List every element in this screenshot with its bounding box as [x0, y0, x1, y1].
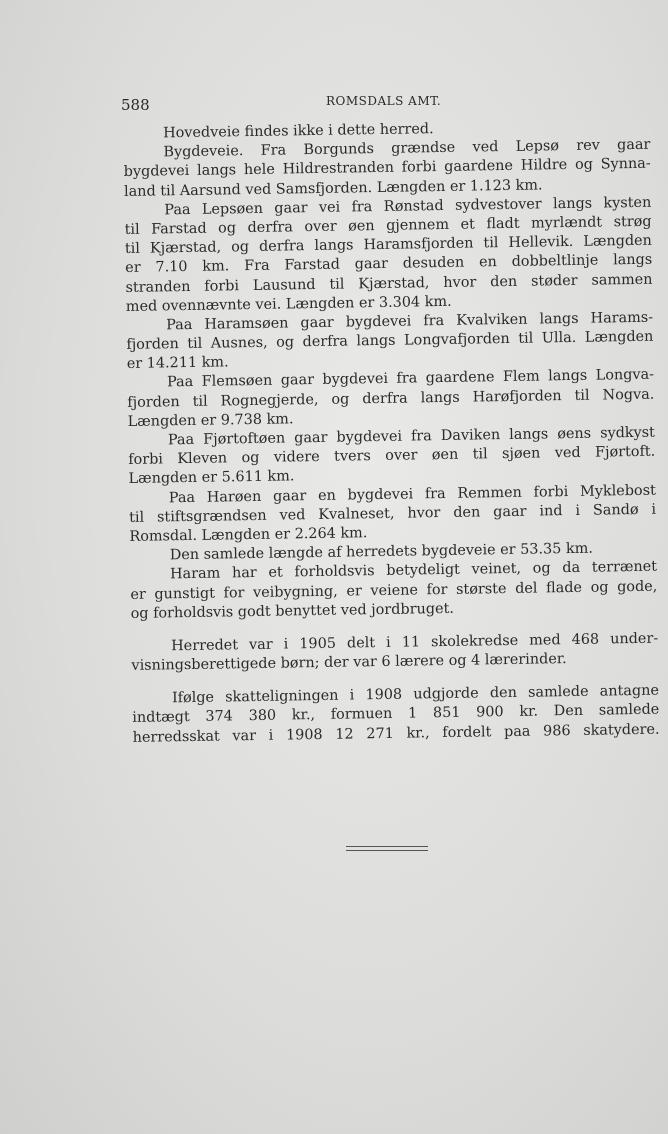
page-number: 588 — [121, 96, 150, 114]
page-header — [121, 92, 621, 116]
text-line: til stiftsgrændsen ved Kvalneset, hvor den gaar ind i Sandø i — [129, 501, 657, 526]
text-line: Paa Haramsøen gaar bygdevei fra Kvalviken langs Harams- — [166, 309, 654, 334]
paragraph — [126, 309, 654, 375]
text-line: med ovennævnte vei. Længden er 3.304 km. — [125, 293, 452, 315]
text-line: er 14.211 km. — [126, 354, 229, 373]
text-line: og forholdsvis godt benyttet ved jordbruget. — [130, 600, 455, 622]
text-line: er gunstigt for veibygning, er veiene for største del flade og gode, — [130, 578, 658, 603]
text-line: Romsdal. Længden er 2.264 km. — [129, 525, 368, 545]
paragraph — [124, 193, 653, 316]
paragraph — [132, 682, 660, 748]
text-line: stranden forbi Lausund til Kjærstad, hvor den støder sammen — [125, 271, 653, 296]
text-line: til Kjærstad, og derfra langs Haramsfjorden til Hellevik. Længden — [124, 232, 653, 258]
text-line: herredsskat var i 1908 12 271 kr., fordelt paa 986 skatydere. — [132, 721, 660, 746]
paragraph — [127, 366, 655, 432]
body-text — [123, 117, 660, 748]
text-line: fjorden til Ausnes, og derfra langs Longvafjorden til Ulla. Længden — [126, 328, 654, 354]
text-line: land til Aarsund ved Samsfjorden. Længden er 1.123 km. — [123, 176, 543, 200]
running-title: ROMSDALS AMT. — [326, 94, 442, 108]
text-line: Paa Harøen gaar en bygdevei fra Remmen forbi Myklebost — [168, 482, 656, 506]
text-line: indtægt 374 380 kr., formuen 1 851 900 kr. Den samlede — [132, 702, 660, 727]
text-line: Paa Flemsøen gaar bygdevei fra gaardene Flem langs Longva- — [166, 367, 655, 391]
text-line: Ifølge skatteligningen i 1908 udgjorde den samlede antagne — [171, 682, 660, 707]
text-line: Haram har et forholdsvis betydeligt veinet, og da terrænet — [169, 558, 658, 583]
text-line: Længden er 9.738 km. — [127, 411, 294, 430]
text-line: Længden er 5.611 km. — [128, 468, 295, 488]
paragraph — [128, 424, 656, 490]
text-line: til Farstad og derfra over øen gjennem et fladt myrlændt strøg — [124, 213, 652, 238]
text-line: forbi Kleven og videre tvers over øen til sjøen ved Fjørtoft. — [128, 443, 656, 469]
text-line: Paa Fjørtoftøen gaar bygdevei fra Daviken langs øens sydkyst — [167, 424, 656, 449]
text-line: visningsberettigede børn; der var 6 lærere og 4 lærerinder. — [131, 651, 567, 674]
text-line: fjorden til Rognegjerde, og derfra langs Harøfjorden til Nogva. — [127, 386, 655, 411]
text-line: Herredet var i 1905 delt i 11 skolekredse med 468 under- — [171, 630, 659, 655]
text-line: Bygdeveie. Fra Borgunds grændse ved Lepsø rev gaar — [163, 136, 651, 161]
paragraph — [130, 558, 658, 624]
paragraph — [123, 136, 651, 202]
section-end-rule — [346, 846, 428, 851]
text-line: er 7.10 km. Fra Farstad gaar desuden en dobbeltlinje langs — [125, 252, 653, 277]
text-line: Paa Lepsøen gaar vei fra Rønstad sydvestover langs kysten — [164, 194, 652, 219]
text-line: Hovedveie findes ikke i dette herred. — [163, 121, 434, 142]
paragraph — [129, 481, 657, 547]
text-line: Den samlede længde af herredets bygdeveie er 53.35 km. — [169, 540, 593, 564]
text-line: bygdevei langs hele Hildrestranden forbi gaardene Hildre og Synna- — [123, 156, 651, 181]
